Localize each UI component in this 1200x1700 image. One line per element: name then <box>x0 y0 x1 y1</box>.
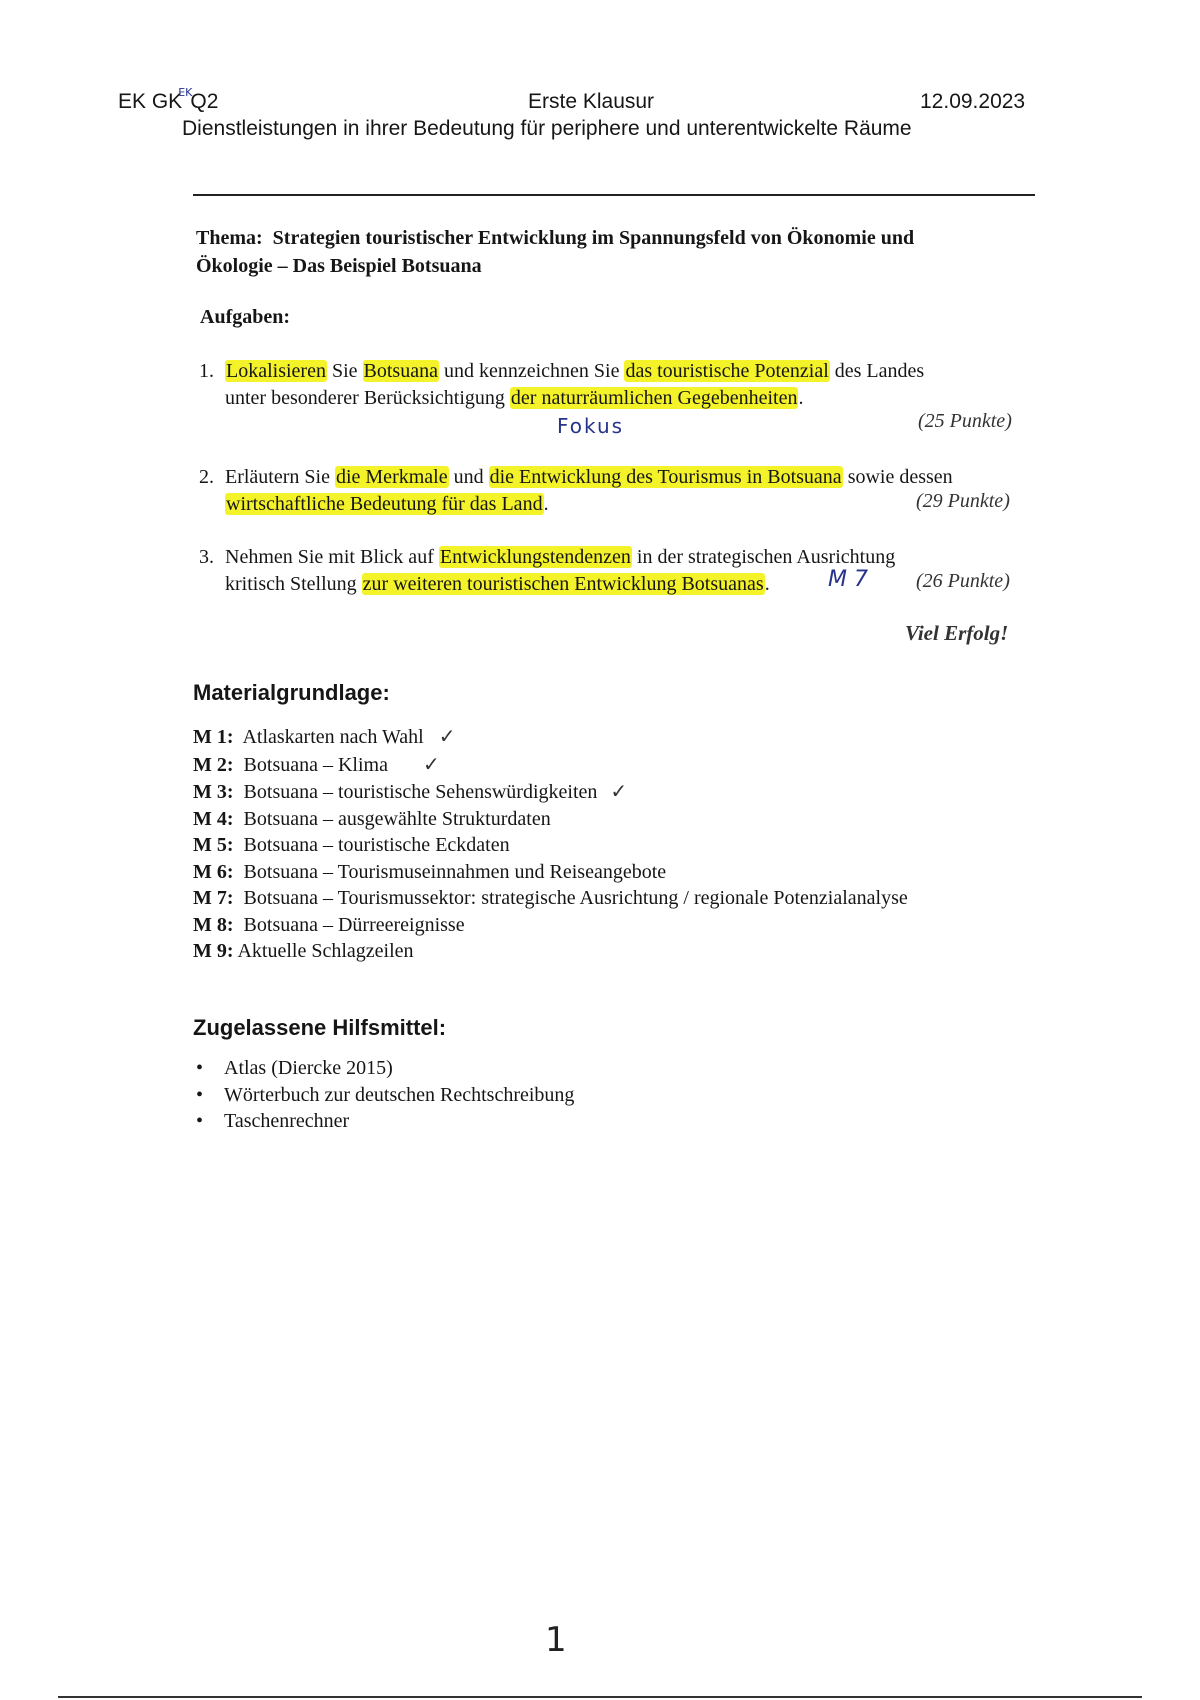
material-item <box>193 751 908 779</box>
text-run: unter besonderer Berücksichtigung <box>225 387 510 409</box>
check-mark-icon: ✓ <box>422 751 440 776</box>
material-item <box>193 778 908 806</box>
material-text: Botsuana – Klima <box>243 753 388 776</box>
highlight: Entwicklungstendenzen <box>439 546 631 568</box>
material-text: Aktuelle Schlagzeilen <box>237 940 414 962</box>
highlight: das touristische Potenzial <box>625 360 829 382</box>
course-suffix: Q2 <box>190 90 219 113</box>
text-run: . <box>798 387 804 409</box>
highlight: zur weiteren touristischen Entwicklung Botsuanas <box>362 573 764 595</box>
material-code: M 9: <box>193 940 234 962</box>
text-run: und <box>448 466 489 488</box>
task-number: 3. <box>199 546 214 568</box>
exam-date: 12.09.2023 <box>920 90 1026 113</box>
thema-line-1 <box>196 224 1036 252</box>
task-1-points: (25 Punkte) <box>918 410 1012 432</box>
material-code: M 3: <box>193 781 234 803</box>
course-handwritten-sup: EK <box>178 86 193 99</box>
task-1-line-2 <box>225 384 803 412</box>
text-run: des Landes <box>829 360 925 382</box>
text-run: kritisch Stellung <box>225 573 362 595</box>
bottom-edge-line <box>58 1696 1142 1698</box>
material-item <box>193 885 908 912</box>
text-run: . <box>764 573 770 595</box>
highlight: die Merkmale <box>335 466 448 488</box>
task-3-points: (26 Punkte) <box>916 570 1010 592</box>
thema-block <box>196 224 1036 280</box>
header-divider <box>193 194 1035 196</box>
hilfsmittel-item <box>196 1082 574 1109</box>
closing-wish: Viel Erfolg! <box>905 621 1009 645</box>
task-2-line-2 <box>225 490 549 518</box>
highlight: Lokalisieren <box>226 360 326 382</box>
hilfsmittel-text: Atlas (Diercke 2015) <box>224 1057 393 1079</box>
text-run: und kennzeichnen Sie <box>438 360 625 382</box>
hilfsmittel-text: Wörterbuch zur deutschen Rechtschreibung <box>224 1083 575 1106</box>
text-run: Sie <box>326 360 363 382</box>
task-1-line-1 <box>225 357 924 385</box>
material-text: Botsuana – touristische Eckdaten <box>243 834 510 856</box>
material-code: M 7: <box>193 887 234 909</box>
bullet-icon: • <box>196 1083 204 1106</box>
task-2-line-1 <box>225 463 953 491</box>
check-mark-icon: ✓ <box>438 724 456 748</box>
material-code: M 6: <box>193 860 234 883</box>
material-item <box>193 723 908 751</box>
material-heading: Materialgrundlage: <box>193 680 390 705</box>
material-code: M 1: <box>193 726 234 748</box>
hilfsmittel-item <box>196 1108 574 1135</box>
page-number: 1 <box>545 1620 567 1660</box>
bullet-icon: • <box>196 1110 204 1132</box>
hilfsmittel-list <box>196 1055 574 1135</box>
highlight: der naturräumlichen Gegebenheiten <box>510 387 798 409</box>
material-text: Atlaskarten nach Wahl <box>242 726 424 748</box>
material-text: Botsuana – Tourismussektor: strategische Ausrichtung / regionale Potenzialanalyse <box>243 887 908 909</box>
task-3-line-2 <box>225 570 770 598</box>
exam-title: Erste Klausur <box>528 90 655 113</box>
material-list <box>193 723 908 965</box>
thema-label: Thema: <box>196 227 263 249</box>
text-run: sowie dessen <box>842 466 953 488</box>
task-number: 2. <box>199 466 214 488</box>
bullet-icon: • <box>196 1057 204 1079</box>
material-item <box>193 859 908 886</box>
material-item <box>193 806 908 833</box>
highlight: wirtschaftliche Bedeutung für das Land <box>226 493 543 515</box>
handwritten-note-m7: M 7 <box>828 567 868 592</box>
material-text: Botsuana – Dürreereignisse <box>243 913 465 936</box>
exam-subtitle: Dienstleistungen in ihrer Bedeutung für periphere und unterentwickelte Räume <box>182 117 912 140</box>
text-run: Nehmen Sie mit Blick auf <box>225 546 439 568</box>
material-text: Botsuana – ausgewählte Strukturdaten <box>243 807 551 830</box>
course-code <box>118 86 219 114</box>
material-code: M 8: <box>193 913 234 936</box>
material-text: Botsuana – Tourismuseinnahmen und Reiseangebote <box>243 860 667 883</box>
highlight: Botsuana <box>363 360 438 382</box>
hilfsmittel-item <box>196 1055 574 1082</box>
material-code: M 5: <box>193 834 234 856</box>
task-number: 1. <box>199 360 214 382</box>
course-prefix: EK GK <box>118 90 183 113</box>
handwritten-note-fokus: Fokus <box>557 414 625 438</box>
task-2 <box>199 463 1039 523</box>
hilfsmittel-text: Taschenrechner <box>224 1110 350 1132</box>
text-run: in der strategischen Ausrichtung <box>631 546 896 568</box>
task-3 <box>199 543 1039 603</box>
material-item <box>193 938 908 965</box>
thema-text-2: Ökologie – Das Beispiel Botsuana <box>196 255 482 277</box>
material-code: M 2: <box>193 753 234 776</box>
highlight: die Entwicklung des Tourismus in Botsuana <box>489 466 842 488</box>
hilfsmittel-heading: Zugelassene Hilfsmittel: <box>193 1015 447 1040</box>
material-item <box>193 832 908 859</box>
check-mark-icon: ✓ <box>610 779 628 803</box>
material-text: Botsuana – touristische Sehenswürdigkeiten <box>243 781 598 803</box>
material-item <box>193 912 908 939</box>
text-run: Erläutern Sie <box>225 466 335 488</box>
task-2-points: (29 Punkte) <box>916 490 1010 512</box>
thema-text-1: Strategien touristischer Entwicklung im Spannungsfeld von Ökonomie und <box>272 227 915 249</box>
task-3-line-1 <box>225 543 895 571</box>
material-code: M 4: <box>193 807 234 830</box>
aufgaben-heading: Aufgaben: <box>200 306 291 328</box>
text-run: . <box>543 493 549 515</box>
